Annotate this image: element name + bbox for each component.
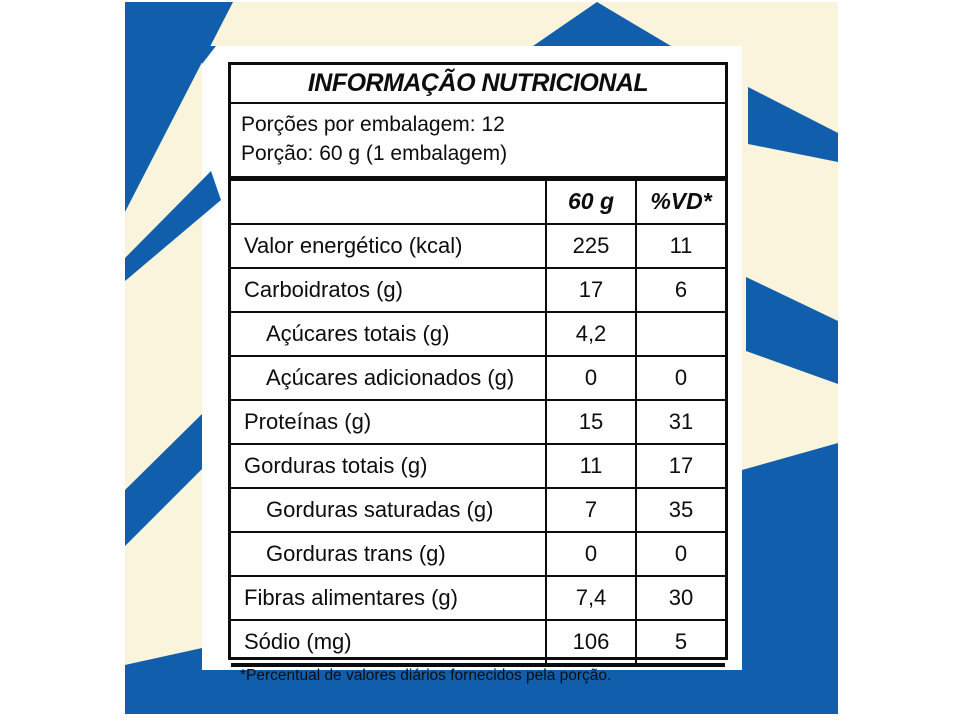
nutrient-amount: 7	[545, 489, 635, 531]
serving-info	[231, 104, 725, 181]
table-row	[231, 443, 725, 487]
serving-size: Porção: 60 g (1 embalagem)	[241, 142, 508, 166]
table-row	[231, 355, 725, 399]
nutrient-vd: 5	[635, 621, 725, 663]
nutrient-vd: 0	[635, 533, 725, 575]
nutrient-amount: 11	[545, 445, 635, 487]
nutrient-label: Gorduras trans (g)	[266, 540, 446, 566]
column-header-vd: %VD*	[635, 181, 725, 223]
table-row	[231, 267, 725, 311]
table-row	[231, 311, 725, 355]
servings-per-package: Porções por embalagem: 12	[241, 113, 505, 136]
nutrient-amount: 225	[545, 225, 635, 267]
nutrition-table	[228, 62, 728, 684]
table-title: INFORMAÇÃO NUTRICIONAL	[231, 65, 725, 104]
nutrient-label: Gorduras saturadas (g)	[266, 496, 494, 522]
cream-top-strip	[203, 2, 838, 46]
nutrient-label: Açúcares totais (g)	[266, 320, 450, 346]
nutrient-amount: 7,4	[545, 577, 635, 619]
nutrient-vd: 35	[635, 489, 725, 531]
nutrient-vd: 30	[635, 577, 725, 619]
table-row	[231, 223, 725, 267]
nutrient-label: Açúcares adicionados (g)	[266, 364, 515, 390]
column-header-amount: 60 g	[545, 181, 635, 223]
nutrient-label: Fibras alimentares (g)	[244, 584, 458, 610]
nutrient-amount: 0	[545, 357, 635, 399]
nutrient-label: Proteínas (g)	[244, 408, 372, 434]
table-row	[231, 399, 725, 443]
nutrient-vd: 31	[635, 401, 725, 443]
nutrient-vd: 0	[635, 357, 725, 399]
table-row	[231, 531, 725, 575]
footnote: *Percentual de valores diários fornecidos pela porção.	[231, 663, 725, 685]
nutrient-vd: 17	[635, 445, 725, 487]
nutrient-amount: 17	[545, 269, 635, 311]
column-header-row	[231, 181, 725, 223]
nutrient-vd: 6	[635, 269, 725, 311]
nutrient-label: Valor energético (kcal)	[244, 232, 463, 258]
nutrient-label: Sódio (mg)	[244, 628, 352, 654]
column-header-blank	[231, 181, 545, 223]
table-row	[231, 487, 725, 531]
nutrient-vd	[635, 313, 725, 355]
table-row	[231, 619, 725, 663]
nutrient-vd: 11	[635, 225, 725, 267]
nutrient-label: Carboidratos (g)	[244, 276, 403, 302]
nutrient-amount: 15	[545, 401, 635, 443]
table-row	[231, 575, 725, 619]
nutrient-amount: 106	[545, 621, 635, 663]
nutrient-amount: 0	[545, 533, 635, 575]
nutrient-label: Gorduras totais (g)	[244, 452, 428, 478]
nutrient-amount: 4,2	[545, 313, 635, 355]
